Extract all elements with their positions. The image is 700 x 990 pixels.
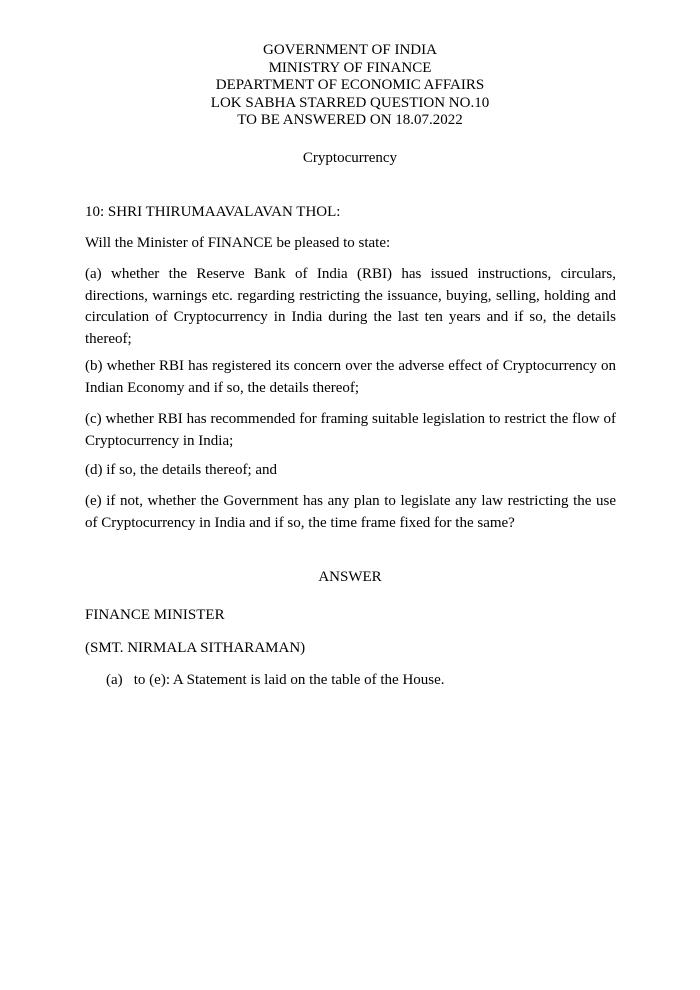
header-department: DEPARTMENT OF ECONOMIC AFFAIRS: [215, 77, 485, 93]
question-subject: Cryptocurrency: [302, 150, 398, 166]
question-part-c: (c) whether RBI has recommended for framing suitable legislation to restrict the flow of Cryptocurrency in India;: [85, 411, 616, 449]
header-question-number: LOK SABHA STARRED QUESTION NO.10: [210, 94, 490, 111]
question-part-d: (d) if so, the details thereof; and: [85, 462, 278, 478]
answer-minister-name: (SMT. NIRMALA SITHARAMAN): [85, 640, 306, 656]
answer-item-label: (a): [106, 672, 123, 688]
header-answer-date: TO BE ANSWERED ON 18.07.2022: [237, 112, 463, 128]
question-part-a: (a) whether the Reserve Bank of India (RBI) has issued instructions, circulars, directions, warnings etc. regarding restricting the issuance, buying, selling, holding and circulation of Cryptocurrency in India during the last ten years and if so, the details thereof;: [85, 266, 616, 347]
answer-minister-title: FINANCE MINISTER: [85, 607, 225, 623]
question-intro: Will the Minister of FINANCE be pleased to state:: [85, 235, 391, 251]
question-part-b: (b) whether RBI has registered its concern over the adverse effect of Cryptocurrency on Indian Economy and if so, the details thereof;: [85, 358, 616, 396]
answer-item: [106, 671, 445, 689]
answer-heading: ANSWER: [318, 569, 382, 585]
header-ministry: MINISTRY OF FINANCE: [268, 59, 432, 76]
header-government: GOVERNMENT OF INDIA: [263, 42, 437, 58]
question-part-e: (e) if not, whether the Government has any plan to legislate any law restricting the use of Cryptocurrency in India and if so, the time frame fixed for the same?: [85, 493, 616, 531]
question-asker: 10: SHRI THIRUMAAVALAVAN THOL:: [85, 204, 341, 220]
answer-item-text: to (e): A Statement is laid on the table of the House.: [133, 672, 445, 688]
document-header: [0, 42, 700, 130]
